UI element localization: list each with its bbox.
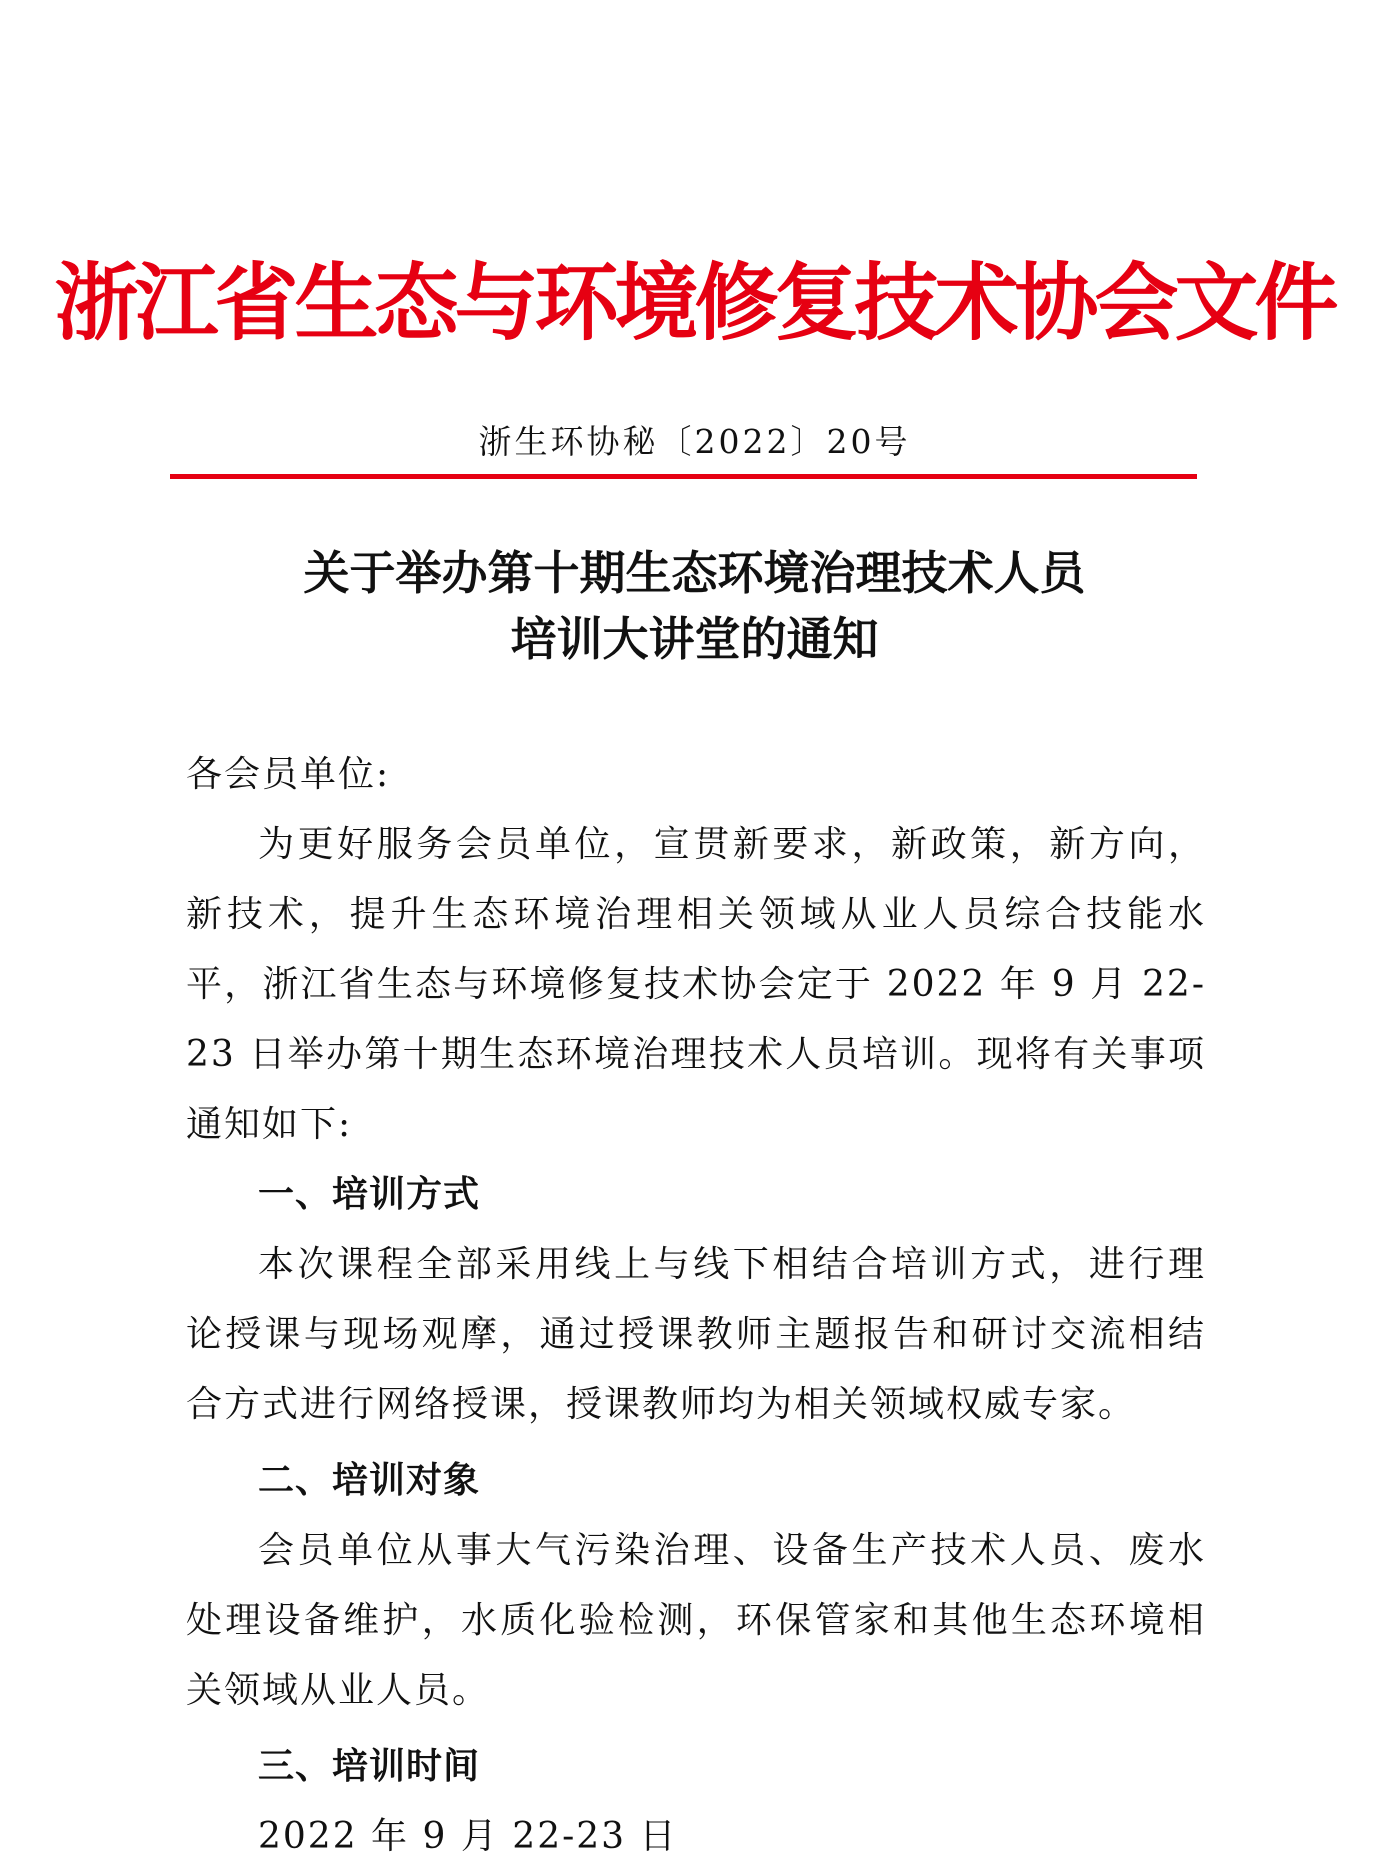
section-heading: 二、培训对象 [258,1460,481,1501]
red-divider-rule [170,474,1197,479]
salutation: 各会员单位: [186,754,391,795]
notice-title-line-2: 培训大讲堂的通知 [510,612,879,666]
masthead-title: 浙江省生态与环境修复技术协会文件 [54,254,1335,352]
notice-title-line-1: 关于举办第十期生态环境治理技术人员 [303,546,1086,600]
section-body: 2022 年 9 月 22-23 日 [258,1816,678,1857]
section-body: 会员单位从事大气污染治理、设备生产技术人员、废水处理设备维护，水质化验检测，环保管家和其他生态环境相关领域从业人员。 [186,1530,1206,1711]
intro-paragraph: 为更好服务会员单位，宣贯新要求，新政策，新方向，新技术，提升生态环境治理相关领域从业人员综合技能水平，浙江省生态与环境修复技术协会定于 2022 年 9 月 22-23 日举办第十期生态环境治理技术人员培训。现将有关事项通知如下: [186,824,1206,1145]
section-heading: 三、培训时间 [258,1746,481,1787]
section-heading: 一、培训方式 [258,1174,481,1215]
notice-body [186,740,1206,1872]
section-body: 本次课程全部采用线上与线下相结合培训方式，进行理论授课与现场观摩，通过授课教师主题报告和研讨交流相结合方式进行网络授课，授课教师均为相关领域权威专家。 [186,1244,1206,1425]
document-number: 浙生环协秘〔2022〕20号 [478,422,911,461]
notice-title [0,540,1389,672]
